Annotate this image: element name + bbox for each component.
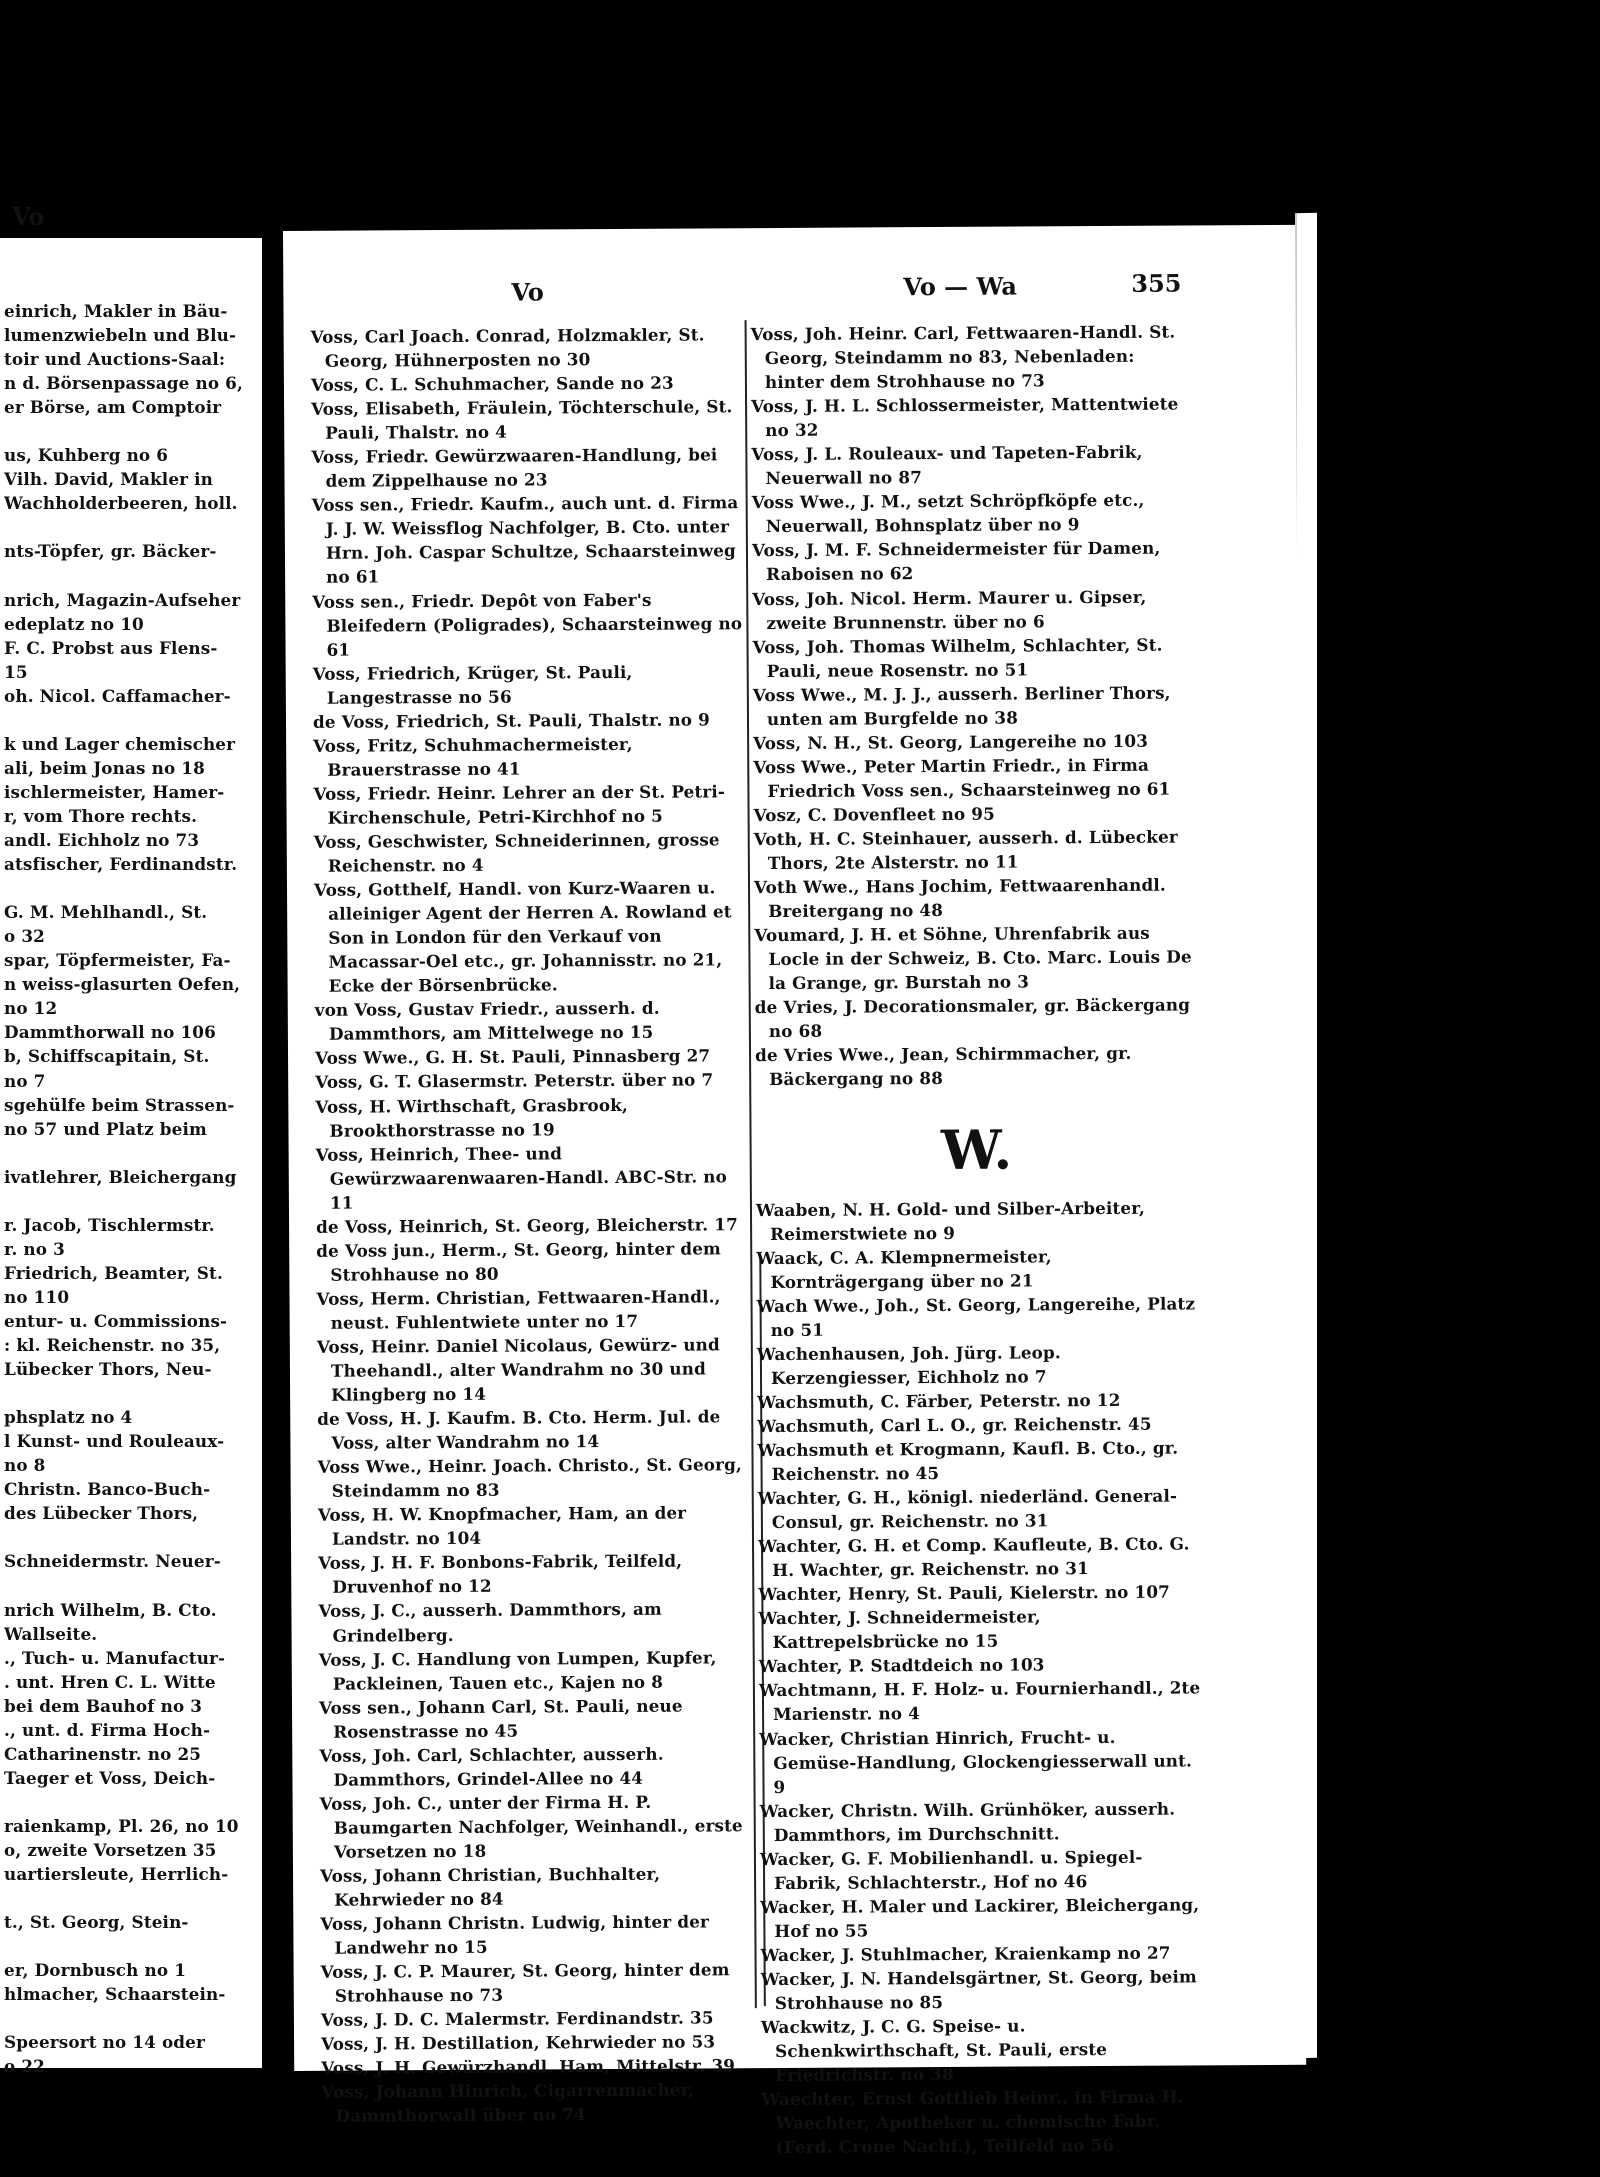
left-page-line: F. C. Probst aus Flens-	[4, 637, 218, 658]
directory-entry: Voss sen., Johann Carl, St. Pauli, neue Rosenstrasse no 45	[318, 1695, 683, 1742]
left-page-line: Schneidermstr. Neuer-	[4, 1551, 221, 1572]
left-page-line	[4, 1790, 260, 1814]
directory-entry: Voss sen., Friedr. Kaufm., auch unt. d. Firma J. J. W. Weissflog Nachfolger, B. Cto. unter Hrn. Joh. Caspar Schultze, Schaarsteinweg no 61	[311, 492, 739, 588]
left-page-line: toir und Auctions-Saal:	[4, 349, 226, 370]
directory-entry: Voss, Joh. Nicol. Herm. Maurer u. Gipser, zweite Brunnenstr. über no 6	[752, 586, 1147, 633]
left-page-line: ., unt. d. Firma Hoch-	[4, 1719, 211, 1740]
directory-entry: Voss, Joh. Heinr. Carl, Fettwaaren-Handl. St. Georg, Steindamm no 83, Nebenladen: hinter dem Strohhause no 73	[750, 321, 1176, 393]
directory-entry: Voss, H. Wirthschaft, Grasbrook, Brookthorstrasse no 19	[315, 1094, 629, 1141]
directory-entry: Voss, Heinrich, Thee- und Gewürzwaarenwaaren-Handl. ABC-Str. no 11	[315, 1142, 728, 1213]
directory-entry: Wachter, J. Schneidermeister, Kattrepelsbrücke no 15	[758, 1606, 1041, 1653]
directory-entry: Voth, H. C. Steinhauer, ausserh. d. Lübecker Thors, 2te Alsterstr. no 11	[753, 826, 1178, 874]
directory-entry: Voss, J. C. Handlung von Lumpen, Kupfer, Packleinen, Tauen etc., Kajen no 8	[318, 1646, 717, 1694]
left-page-column	[4, 299, 260, 2078]
directory-entry: Wachter, Henry, St. Pauli, Kielerstr. no 107	[758, 1581, 1171, 1605]
directory-entry: Wachsmuth, C. Färber, Peterstr. no 12	[757, 1389, 1121, 1413]
directory-entry: Voss, J. H. F. Bonbons-Fabrik, Teilfeld, Druvenhof no 12	[318, 1550, 683, 1598]
left-page-line: raienkamp, Pl. 26, no 10	[4, 1815, 239, 1836]
left-page-line: no 110	[4, 1286, 70, 1307]
left-page-line: r. Jacob, Tischlermstr.	[4, 1214, 215, 1235]
column-a	[311, 322, 754, 2128]
directory-entry: Wachenhausen, Joh. Jürg. Leop. Kerzengiesser, Eichholz no 7	[756, 1342, 1061, 1388]
left-page-line: Wallseite.	[4, 1623, 98, 1644]
left-page-line: spar, Töpfermeister, Fa-	[4, 950, 231, 971]
column-b	[751, 319, 1204, 2159]
left-page-line: nts-Töpfer, gr. Bäcker-	[4, 541, 217, 562]
directory-entry: Voss, Friedr. Heinr. Lehrer an der St. Petri-Kirchenschule, Petri-Kirchhof no 5	[313, 781, 726, 828]
left-page-line: G. M. Mehlhandl., St.	[4, 902, 208, 923]
left-page-line: . unt. Hren C. L. Witte	[4, 1671, 216, 1692]
left-page-line	[4, 1189, 260, 1213]
left-page-line	[4, 708, 260, 732]
directory-entry: Voss, J. C., ausserh. Dammthors, am Grindelberg.	[318, 1599, 662, 1646]
left-page-line: b, Schiffscapitain, St.	[4, 1046, 210, 1067]
left-page-line	[4, 515, 260, 539]
directory-entry: Wachter, G. H. et Comp. Kaufleute, B. Cto. G. H. Wachter, gr. Reichenstr. no 31	[757, 1533, 1190, 1581]
left-page-line: Friedrich, Beamter, St.	[4, 1262, 223, 1283]
left-page-line: : kl. Reichenstr. no 35,	[4, 1335, 221, 1356]
left-page-line: o, zweite Vorsetzen 35	[4, 1840, 217, 1860]
left-page-line: er, Dornbusch no 1	[4, 1960, 187, 1981]
directory-entry: Voss, J. D. C. Malermstr. Ferdinandstr. 35	[320, 2007, 714, 2031]
directory-entry: Vosz, C. Dovenfleet no 95	[753, 803, 995, 826]
left-page-header: Vo	[12, 202, 45, 231]
left-page-line: o 32	[4, 926, 45, 947]
left-page-line: er Börse, am Comptoir	[4, 397, 222, 418]
column-b-w-entries	[756, 1195, 1204, 2160]
left-page-line: andl. Eichholz no 73	[4, 830, 200, 851]
directory-entry: Voss, Johann Hinrich, Cigarrenmacher, Dammthorwall über no 74	[321, 2079, 695, 2127]
left-page-line: ivatlehrer, Bleichergang	[4, 1166, 237, 1187]
directory-entry: Voss, C. L. Schuhmacher, Sande no 23	[310, 372, 674, 395]
left-page-line: Lübecker Thors, Neu-	[4, 1359, 212, 1380]
left-page-line: atsfischer, Ferdinandstr.	[4, 854, 238, 875]
directory-entry: Voss Wwe., M. J. J., ausserh. Berliner Thors, unten am Burgfelde no 38	[752, 682, 1171, 729]
left-page-line: Vilh. David, Makler in	[4, 469, 214, 490]
left-page-line: no 57 und Platz beim	[4, 1118, 207, 1139]
directory-entry: de Voss, Friedrich, St. Pauli, Thalstr. no 9	[312, 709, 710, 732]
directory-entry: Waaben, N. H. Gold- und Silber-Arbeiter, Reimerstwiete no 9	[755, 1197, 1146, 1244]
left-page-line: einrich, Makler in Bäu-	[4, 301, 228, 321]
left-page-line: us, Kuhberg no 6	[4, 445, 169, 466]
left-page-line: k und Lager chemischer	[4, 733, 236, 754]
directory-entry: Voss, J. H. L. Schlossermeister, Mattentwiete no 32	[751, 393, 1179, 441]
directory-entry: de Voss jun., Herm., St. Georg, hinter dem Strohhause no 80	[316, 1238, 721, 1285]
directory-entry: Voss Wwe., Peter Martin Friedr., in Firma Friedrich Voss sen., Schaarsteinweg no 61	[753, 754, 1171, 801]
left-page-line: Speersort no 14 oder	[4, 2032, 205, 2053]
left-page-line	[4, 876, 260, 900]
directory-entry: Voss Wwe., Heinr. Joach. Christo., St. Georg, Steindamm no 83	[317, 1454, 743, 1501]
left-page-line: hlmacher, Schaarstein-	[4, 1984, 226, 2005]
left-page-line	[4, 1934, 260, 1958]
left-page-line: no 8	[4, 1455, 46, 1476]
directory-entry: Voss, Johann Christn. Ludwig, hinter der Landwehr no 15	[320, 1911, 710, 1958]
left-page-line: bei dem Bauhof no 3	[4, 1695, 203, 1716]
left-page-line: Wachholderbeeren, holl.	[4, 493, 238, 514]
left-page-line: n weiss-glasurten Oefen,	[4, 974, 241, 995]
directory-entry: Voss, Heinr. Daniel Nicolaus, Gewürz- und Theehandl., alter Wandrahm no 30 und Klingberg no 14	[316, 1334, 720, 1405]
directory-entry: Voss, J. C. P. Maurer, St. Georg, hinter dem Strohhause no 73	[320, 1959, 730, 2006]
directory-entry: Voss, Joh. Carl, Schlachter, ausserh. Dammthors, Grindel-Allee no 44	[319, 1743, 664, 1790]
directory-entry: de Vries Wwe., Jean, Schirmmacher, gr. Bäckergang no 88	[754, 1043, 1132, 1090]
right-page-header-left: Vo	[511, 277, 544, 307]
directory-entry: de Voss, H. J. Kaufm. B. Cto. Herm. Jul. de Voss, alter Wandrahm no 14	[317, 1406, 721, 1453]
directory-entry: Voss Wwe., J. M., setzt Schröpfköpfe etc., Neuerwall, Bohnsplatz über no 9	[751, 490, 1145, 537]
directory-entry: Voss, Friedrich, Krüger, St. Pauli, Langestrasse no 56	[312, 661, 633, 708]
directory-entry: Voumard, J. H. et Söhne, Uhrenfabrik aus Locle in der Schweiz, B. Cto. Marc. Louis De la Grange, gr. Burstah no 3	[754, 922, 1192, 994]
left-page-line	[4, 419, 260, 443]
directory-entry: Wacker, G. F. Mobilienhandl. u. Spiegel-Fabrik, Schlachterstr., Hof no 46	[759, 1846, 1143, 1893]
left-page-line: oh. Nicol. Caffamacher-	[4, 685, 231, 706]
left-page-line: Taeger et Voss, Deich-	[4, 1767, 216, 1788]
right-page-header-center: Vo — Wa	[903, 271, 1018, 302]
directory-entry: Voss, J. H. Destillation, Kehrwieder no 53	[321, 2031, 716, 2055]
directory-entry: Wacker, J. N. Handelsgärtner, St. Georg, beim Strohhause no 85	[760, 1966, 1197, 2014]
left-page-line	[4, 1886, 260, 1910]
left-page	[0, 202, 262, 2077]
directory-entry: Wacker, Christn. Wilh. Grünhöker, ausserh. Dammthors, im Durchschnitt.	[759, 1798, 1176, 1845]
left-page-line: t., St. Georg, Stein-	[4, 1912, 189, 1933]
left-page-line: o 22	[4, 2056, 45, 2077]
directory-entry: Voss, Johann Christian, Buchhalter, Kehrwieder no 84	[319, 1863, 661, 1910]
left-page-line	[4, 1573, 260, 1597]
directory-entry: Wackwitz, J. C. G. Speise- u. Schenkwirthschaft, St. Pauli, erste Friedrichstr. no 38	[760, 2015, 1108, 2086]
left-page-line: Christn. Banco-Buch-	[4, 1479, 211, 1500]
directory-entry: Voss, N. H., St. Georg, Langereihe no 103	[753, 730, 1149, 753]
left-page-line: Catharinenstr. no 25	[4, 1743, 202, 1764]
left-page-line: edeplatz no 10	[4, 613, 144, 634]
directory-entry: Voss, Friedr. Gewürzwaaren-Handlung, bei dem Zippelhause no 23	[311, 444, 718, 492]
directory-entry: Voss, Gotthelf, Handl. von Kurz-Waaren u. alleiniger Agent der Herren A. Rowland et Son in London für den Verkauf von Macassar-Oel etc., gr. Johannisstr. no 21, Ecke der Börsenbrücke.	[313, 877, 732, 997]
right-page	[283, 225, 1306, 2158]
directory-entry: von Voss, Gustav Friedr., ausserh. d. Dammthors, am Mittelwege no 15	[314, 998, 660, 1045]
left-page-line: ali, beim Jonas no 18	[4, 757, 205, 778]
left-page-line	[4, 564, 260, 588]
directory-entry: Voss, Carl Joach. Conrad, Holzmakler, St. Georg, Hühnerposten no 30	[310, 324, 705, 371]
directory-entry: Voss, Joh. Thomas Wilhelm, Schlachter, St. Pauli, neue Rosenstr. no 51	[752, 634, 1163, 681]
directory-entry: Voss Wwe., G. H. St. Pauli, Pinnasberg 27	[314, 1045, 711, 1069]
left-page-line: nrich Wilhelm, B. Cto.	[4, 1599, 217, 1620]
left-page-line: r, vom Thore rechts.	[4, 805, 198, 826]
directory-entry: Voss, Fritz, Schuhmachermeister, Brauerstrasse no 41	[313, 733, 633, 780]
directory-entry: Voss, Herm. Christian, Fettwaaren-Handl., neust. Fuhlentwiete unter no 17	[316, 1286, 721, 1333]
directory-entry: Voss, J. M. F. Schneidermeister für Damen, Raboisen no 62	[751, 538, 1161, 585]
left-page-line: no 7	[4, 1070, 46, 1091]
left-page-line: phsplatz no 4	[4, 1407, 133, 1428]
directory-entry: Voss, H. W. Knopfmacher, Ham, an der Landstr. no 104	[317, 1502, 687, 1550]
left-page-line	[4, 2006, 260, 2030]
directory-entry: Wachtmann, H. F. Holz- u. Fournierhandl., 2te Marienstr. no 4	[758, 1677, 1201, 1725]
section-letter-w: W.	[940, 1117, 1013, 1182]
left-page-line: des Lübecker Thors,	[4, 1503, 199, 1524]
directory-entry: Voss, J. L. Rouleaux- und Tapeten-Fabrik, Neuerwall no 87	[751, 441, 1143, 489]
directory-entry: Voss, Joh. C., unter der Firma H. P. Baumgarten Nachfolger, Weinhandl., erste Vorsetzen no 18	[319, 1791, 743, 1862]
left-page-line	[4, 1141, 260, 1165]
directory-entry: Wachsmuth, Carl L. O., gr. Reichenstr. 45	[757, 1413, 1152, 1437]
directory-entry: de Voss, Heinrich, St. Georg, Bleicherstr. 17	[316, 1213, 738, 1237]
page-number: 355	[1131, 268, 1182, 298]
directory-entry: Wach Wwe., Joh., St. Georg, Langereihe, Platz no 51	[756, 1293, 1196, 1340]
directory-entry: Voss, J. H. Gewürzhandl. Ham, Mittelstr. 39	[321, 2055, 736, 2079]
directory-entry: Wacker, H. Maler und Lackirer, Bleichergang, Hof no 55	[760, 1894, 1200, 1941]
left-page-line: no 12	[4, 998, 58, 1019]
column-b-voss-entries	[751, 319, 1198, 1091]
left-page-line: lumenzwiebeln und Blu-	[4, 325, 237, 346]
directory-entry: Wacker, J. Stuhlmacher, Kraienkamp no 27	[760, 1942, 1171, 1966]
left-page-line: uartiersleute, Herrlich-	[4, 1864, 229, 1885]
left-page-line: ., Tuch- u. Manufactur-	[4, 1647, 226, 1668]
directory-entry: Wachsmuth et Krogmann, Kaufl. B. Cto., gr. Reichenstr. no 45	[757, 1437, 1179, 1485]
left-page-line: l Kunst- und Rouleaux-	[4, 1431, 225, 1452]
left-page-line	[4, 1381, 260, 1405]
left-page-line: n d. Börsenpassage no 6,	[4, 373, 243, 394]
left-page-line: Dammthorwall no 106	[4, 1022, 216, 1043]
directory-entry: Wacker, Christian Hinrich, Frucht- u. Gemüse-Handlung, Glockengiesserwall unt. 9	[759, 1726, 1193, 1797]
left-page-line: sgehülfe beim Strassen-	[4, 1094, 235, 1115]
directory-entry: Wachter, P. Stadtdeich no 103	[758, 1654, 1045, 1677]
directory-entry: Voth Wwe., Hans Jochim, Fettwaarenhandl. Breitergang no 48	[753, 874, 1166, 922]
left-page-line: 15	[4, 661, 28, 682]
directory-entry: Voss, G. T. Glasermstr. Peterstr. über no 7	[315, 1069, 714, 1093]
directory-entry: Voss, Geschwister, Schneiderinnen, grosse Reichenstr. no 4	[313, 829, 720, 876]
left-page-line: ischlermeister, Hamer-	[4, 781, 225, 802]
directory-entry: Wachter, G. H., königl. niederländ. General-Consul, gr. Reichenstr. no 31	[757, 1485, 1178, 1533]
left-page-line	[4, 1525, 260, 1549]
left-page-line: r. no 3	[4, 1238, 65, 1259]
directory-entry: de Vries, J. Decorationsmaler, gr. Bäckergang no 68	[754, 994, 1191, 1042]
directory-entry: Waechter, Ernst Gottlieb Heinr., in Firma H. Waechter, Apotheker u. chemische Fabr. (Ferd. Crone Nachf.), Teilfeld no 56	[761, 2086, 1184, 2158]
directory-entry: Voss sen., Friedr. Depôt von Faber's Bleifedern (Poligrades), Schaarsteinweg no 61	[312, 589, 743, 660]
left-page-line: nrich, Magazin-Aufseher	[4, 589, 241, 610]
directory-entry: Voss, Elisabeth, Fräulein, Töchterschule, St. Pauli, Thalstr. no 4	[311, 396, 733, 443]
left-page-line: entur- u. Commissions-	[4, 1310, 228, 1331]
directory-entry: Waack, C. A. Klempnermeister, Kornträgergang über no 21	[756, 1245, 1052, 1292]
